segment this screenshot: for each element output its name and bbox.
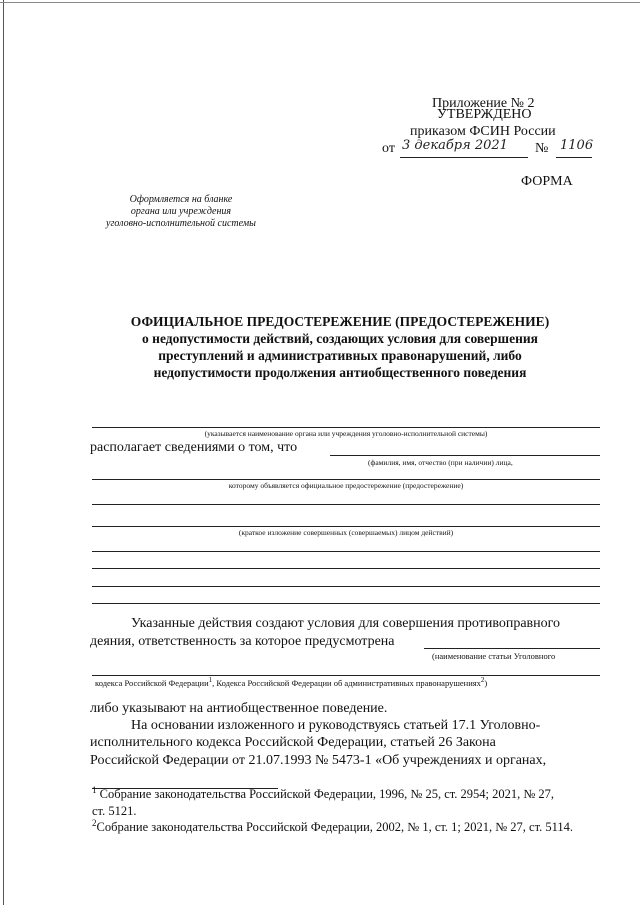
title-line4: недопустимости продолжения антиобщественного поведения: [153, 365, 527, 380]
footnote-2-text: Собрание законодательства Российской Федерации, 2002, № 1, ст. 1; 2021, № 27, ст. 5114.: [96, 820, 574, 834]
order-label: приказом ФСИН России: [410, 124, 556, 139]
blank-line[interactable]: [92, 586, 600, 587]
article-field-hint2: [95, 678, 487, 688]
article-field-line2[interactable]: [92, 675, 600, 676]
para2-line3: Российской Федерации от 21.07.1993 № 5473-1 «Об учреждениях и органах,: [90, 753, 547, 768]
footnote-ref-2: 2: [480, 676, 485, 685]
hint2-part-b: , Кодекса Российской Федерации об административных правонарушениях: [212, 678, 481, 688]
order-number-prefix: №: [535, 141, 549, 156]
title-line2: о недопустимости действий, создающих условия для совершения: [142, 331, 538, 346]
footnote-1-cont: ст. 5121.: [92, 804, 137, 818]
blank-line[interactable]: [92, 603, 600, 604]
para1-line1: Указанные действия создают условия для совершения противоправного: [131, 616, 561, 631]
organ-field-hint: (указывается наименование органа или учреждения уголовно-исполнительной системы): [204, 429, 488, 438]
blank-line[interactable]: [92, 504, 600, 505]
order-from-prefix: от: [382, 141, 395, 156]
footnote-1-text: Собрание законодательства Российской Федерации, 1996, № 25, ст. 2954; 2021, № 27,: [96, 787, 555, 801]
has-info-text: располагает сведениями о том, что: [90, 440, 298, 455]
blank-note: [92, 194, 270, 230]
person-field-line[interactable]: [92, 479, 600, 480]
footnote-1: [92, 784, 555, 802]
date-underline: [400, 157, 528, 158]
footnote-1-mark: 1: [92, 784, 97, 795]
page-edge-left: [3, 0, 4, 905]
blank-line[interactable]: [92, 551, 600, 552]
article-field-line[interactable]: [424, 648, 600, 649]
order-date-handwritten: 3 декабря 2021: [402, 138, 508, 153]
document-title: [60, 313, 620, 381]
para1-line2: деяния, ответственность за которое предусмотрена: [90, 634, 395, 649]
blank-note-line2: органа или учреждения: [130, 206, 232, 217]
fio-field-line[interactable]: [330, 455, 600, 456]
number-underline: [556, 157, 592, 158]
approved-label: УТВЕРЖДЕНО: [437, 107, 532, 122]
antisocial-line: либо указывают на антиобщественное поведение.: [90, 701, 388, 716]
title-line1: ОФИЦИАЛЬНОЕ ПРЕДОСТЕРЕЖЕНИЕ (ПРЕДОСТЕРЕЖЕНИЕ): [130, 314, 550, 329]
hint2-part-c: ): [484, 678, 488, 688]
actions-field-hint: (краткое изложение совершенных (совершаемых) лицом действий): [238, 528, 454, 537]
form-label: ФОРМА: [521, 174, 573, 189]
para2-line2: исполнительного кодекса Российской Федерации, статьей 26 Закона: [90, 735, 496, 750]
order-number-handwritten: 1106: [560, 138, 594, 153]
organ-field-line[interactable]: [92, 427, 600, 428]
footnote-2: [92, 817, 574, 835]
appendix-label: Приложение № 2: [432, 96, 535, 111]
person-field-hint: которому объявляется официальное предостережение (предостережение): [228, 481, 464, 490]
footnote-2-mark: 2: [92, 817, 97, 828]
blank-line[interactable]: [92, 568, 600, 569]
actions-field-line[interactable]: [92, 526, 600, 527]
footnote-ref-1: 1: [208, 676, 213, 685]
blank-note-line3: уголовно-исполнительной системы: [106, 218, 256, 229]
fio-field-hint: (фамилия, имя, отчество (при наличии) лица,: [368, 458, 513, 467]
page-edge-top: [0, 2, 640, 3]
title-line3: преступлений и административных правонарушений, либо: [158, 348, 522, 363]
hint2-part-a: кодекса Российской Федерации: [95, 678, 209, 688]
blank-note-line1: Оформляется на бланке: [129, 194, 233, 205]
para2-line1: На основании изложенного и руководствуясь статьей 17.1 Уголовно-: [131, 718, 541, 733]
article-field-hint1: (наименование статьи Уголовного: [432, 651, 556, 661]
